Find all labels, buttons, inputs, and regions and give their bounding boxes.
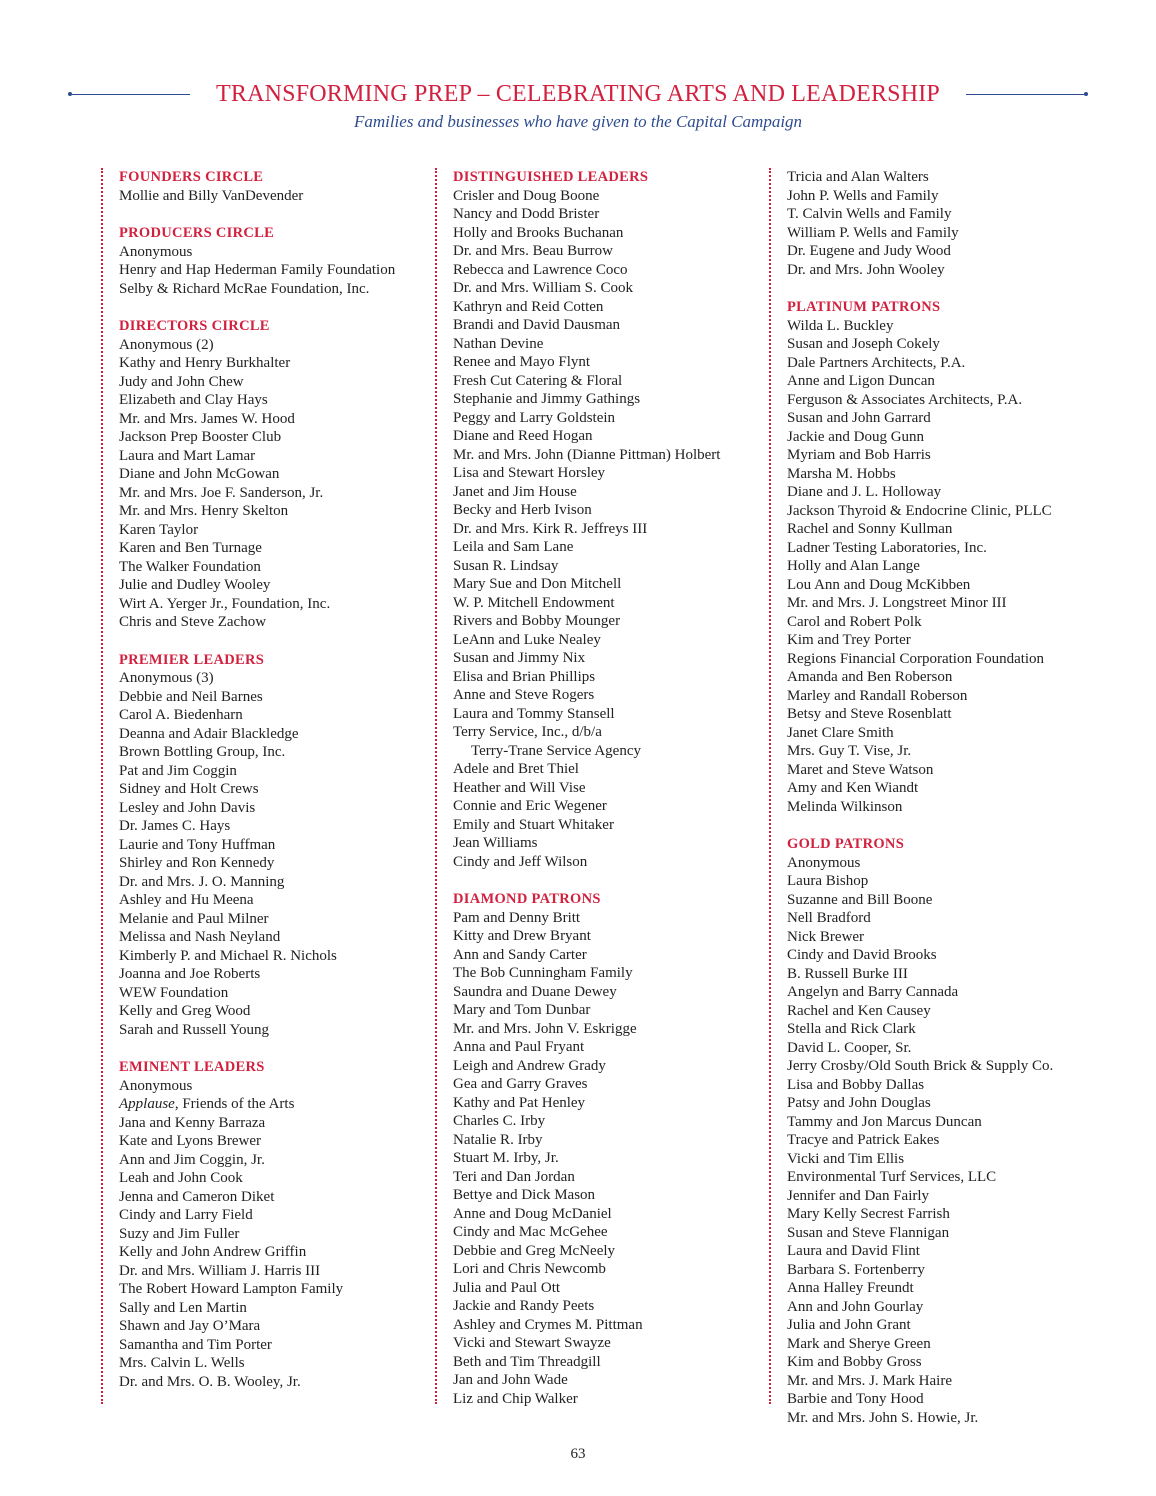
- donor-name: Ann and Jim Coggin, Jr.: [119, 1151, 265, 1168]
- donor-name: Rachel and Ken Causey: [787, 1002, 931, 1019]
- donor-name: Kim and Bobby Gross: [787, 1354, 922, 1370]
- donor-name: WEW Foundation: [119, 984, 229, 1001]
- donor-section: [119, 168, 437, 205]
- donor-name: Lori and Chris Newcomb: [453, 1261, 606, 1277]
- donor-name: Mary and Tom Dunbar: [453, 1002, 591, 1018]
- donor-name: Gea and Garry Graves: [453, 1076, 588, 1092]
- donor-name: Anonymous (3): [119, 670, 214, 686]
- donor-name: Lou Ann and Doug McKibben: [787, 576, 971, 593]
- donor-name: Sarah and Russell Young: [119, 1021, 270, 1038]
- donor-name: Mr. and Mrs. James W. Hood: [119, 410, 295, 427]
- donor-name: Samantha and Tim Porter: [119, 1336, 272, 1353]
- donor-name: Laura and Mart Lamar: [119, 447, 256, 464]
- donor-name: Anne and Doug McDaniel: [453, 1205, 612, 1222]
- donor-name: Laurie and Tony Huffman: [119, 836, 276, 853]
- donor-name: Vicki and Tim Ellis: [787, 1150, 905, 1167]
- donor-name: Jan and John Wade: [453, 1372, 568, 1388]
- donor-name: Pat and Jim Coggin: [119, 762, 237, 779]
- donor-name: Carol and Robert Polk: [787, 613, 922, 630]
- donor-name: Rebecca and Lawrence Coco: [453, 261, 628, 278]
- donor-name: Myriam and Bob Harris: [787, 447, 931, 463]
- page-title: TRANSFORMING PREP – CELEBRATING ARTS AND LEADERSHIP: [216, 81, 940, 107]
- donor-name: Melanie and Paul Milner: [119, 910, 269, 927]
- donor-name: Susan and Steve Flannigan: [787, 1224, 950, 1241]
- page-subtitle: Families and businesses who have given to the Capital Campaign: [353, 112, 803, 131]
- donor-name: Holly and Brooks Buchanan: [453, 224, 624, 241]
- donor-name: Stella and Rick Clark: [787, 1021, 916, 1037]
- donor-name: Vicki and Stewart Swayze: [453, 1335, 611, 1351]
- donor-section: [119, 651, 437, 1040]
- donor-name: Anonymous: [787, 854, 861, 871]
- donor-name: Emily and Stuart Whitaker: [453, 816, 614, 833]
- donor-name: Leigh and Andrew Grady: [453, 1057, 606, 1074]
- donor-name: Stephanie and Jimmy Gathings: [453, 391, 641, 407]
- donor-name: Charles C. Irby: [453, 1113, 546, 1129]
- donor-section: [453, 168, 771, 871]
- donor-name: Susan R. Lindsay: [453, 557, 559, 574]
- donor-name: The Walker Foundation: [119, 558, 261, 575]
- donor-name: Kim and Trey Porter: [787, 632, 911, 648]
- donor-name: Fresh Cut Catering & Floral: [453, 372, 623, 389]
- donor-name: Teri and Dan Jordan: [453, 1168, 575, 1185]
- donor-name: Bettye and Dick Mason: [453, 1187, 596, 1203]
- donor-name: The Robert Howard Lampton Family: [119, 1281, 344, 1297]
- donor-name: Kathy and Pat Henley: [453, 1094, 586, 1111]
- right-ornament-rule: [966, 94, 1084, 95]
- donor-name: Mr. and Mrs. John V. Eskrigge: [453, 1020, 637, 1037]
- donor-name: Chris and Steve Zachow: [119, 614, 267, 630]
- donor-name: Anonymous: [119, 1077, 193, 1094]
- donor-name: Suzanne and Bill Boone: [787, 891, 933, 908]
- donor-name: Brown Bottling Group, Inc.: [119, 744, 286, 760]
- donor-name: Mary Sue and Don Mitchell: [453, 576, 622, 592]
- donor-name: Barbie and Tony Hood: [787, 1391, 924, 1407]
- donor-name: Anna Halley Freundt: [787, 1280, 914, 1296]
- donor-name: Jana and Kenny Barraza: [119, 1114, 266, 1131]
- donor-name: Diane and J. L. Holloway: [787, 484, 942, 500]
- donor-name: Jenna and Cameron Diket: [119, 1188, 275, 1205]
- donor-name: Sidney and Holt Crews: [119, 781, 259, 797]
- donor-name: Pam and Denny Britt: [453, 909, 581, 926]
- donor-name: Becky and Herb Ivison: [453, 502, 592, 518]
- donor-name: Cindy and David Brooks: [787, 947, 937, 963]
- left-ornament-rule: [72, 94, 190, 95]
- donor-name: W. P. Mitchell Endowment: [453, 594, 615, 611]
- donor-name: Mr. and Mrs. Henry Skelton: [119, 503, 289, 519]
- donor-name: LeAnn and Luke Nealey: [453, 631, 601, 648]
- page-header: [0, 78, 1156, 132]
- italic-title: Applause: [119, 1096, 175, 1112]
- donor-section: [787, 835, 1105, 1427]
- donor-name: Lesley and John Davis: [119, 799, 256, 816]
- section-heading: DISTINGUISHED LEADERS: [453, 169, 649, 185]
- donor-name: Jackson Prep Booster Club: [119, 429, 282, 445]
- donor-name: Maret and Steve Watson: [787, 761, 934, 778]
- donor-name: Nathan Devine: [453, 335, 544, 352]
- donor-name: Laura and Tommy Stansell: [453, 705, 615, 722]
- donor-name: Ferguson & Associates Architects, P.A.: [787, 391, 1023, 408]
- donor-name: Mr. and Mrs. J. Longstreet Minor III: [787, 595, 1007, 611]
- donor-name: Julia and John Grant: [787, 1317, 911, 1333]
- donor-column-2: [435, 168, 771, 1407]
- donor-name: Karen Taylor: [119, 521, 199, 538]
- donor-name: Joanna and Joe Roberts: [119, 966, 261, 982]
- donor-name: Kelly and John Andrew Griffin: [119, 1244, 307, 1260]
- donor-name: Janet and Jim House: [453, 483, 577, 500]
- donor-name: Jean Williams: [453, 835, 538, 851]
- donor-name: Dr. and Mrs. Kirk R. Jeffreys III: [453, 520, 648, 537]
- donor-name: Carol A. Biedenharn: [119, 707, 243, 723]
- donor-column-3: [769, 168, 1105, 1426]
- donor-name: Amy and Ken Wiandt: [787, 780, 919, 796]
- donor-name: Jackie and Randy Peets: [453, 1298, 595, 1314]
- donor-name: Kathy and Henry Burkhalter: [119, 355, 291, 371]
- section-heading: PREMIER LEADERS: [119, 651, 265, 668]
- donor-name: T. Calvin Wells and Family: [787, 206, 952, 222]
- donor-name: Lisa and Bobby Dallas: [787, 1076, 925, 1093]
- donor-name: Suzy and Jim Fuller: [119, 1225, 240, 1242]
- donor-name: Julia and Paul Ott: [453, 1279, 561, 1296]
- donor-name: Jackie and Doug Gunn: [787, 428, 925, 445]
- donor-name: Amanda and Ben Roberson: [787, 669, 953, 685]
- donor-name: Anonymous (2): [119, 336, 214, 353]
- donor-name: Leah and John Cook: [119, 1170, 243, 1186]
- donor-name: Laura Bishop: [787, 873, 869, 889]
- section-heading: FOUNDERS CIRCLE: [119, 169, 264, 185]
- donor-name: Peggy and Larry Goldstein: [453, 409, 616, 426]
- donor-name: B. Russell Burke III: [787, 965, 908, 982]
- donor-name: Kimberly P. and Michael R. Nichols: [119, 947, 337, 964]
- donor-name: Cindy and Larry Field: [119, 1207, 253, 1223]
- donor-name: Dr. and Mrs. William J. Harris III: [119, 1262, 321, 1279]
- donor-name: William P. Wells and Family: [787, 224, 959, 241]
- section-heading: GOLD PATRONS: [787, 836, 905, 852]
- donor-name: Holly and Alan Lange: [787, 558, 920, 574]
- donor-name: Ashley and Hu Meena: [119, 892, 254, 908]
- donor-name: Dr. and Mrs. J. O. Manning: [119, 873, 285, 890]
- donor-name: Debbie and Greg McNeely: [453, 1242, 616, 1259]
- donor-name: Dr. and Mrs. John Wooley: [787, 261, 945, 278]
- donor-name: Dr. James C. Hays: [119, 818, 231, 834]
- donor-name: Rivers and Bobby Mounger: [453, 613, 621, 629]
- donor-name: David L. Cooper, Sr.: [787, 1039, 912, 1056]
- section-heading: PRODUCERS CIRCLE: [119, 225, 275, 241]
- donor-name: Anonymous: [119, 243, 193, 260]
- donor-name: Jackson Thyroid & Endocrine Clinic, PLLC: [787, 502, 1052, 519]
- donor-name: Mr. and Mrs. Joe F. Sanderson, Jr.: [119, 484, 324, 501]
- donor-name: Henry and Hap Hederman Family Foundation: [119, 262, 396, 278]
- donor-name: Ann and Sandy Carter: [453, 946, 587, 963]
- title-row: [0, 78, 1156, 112]
- donor-name: Ashley and Crymes M. Pittman: [453, 1316, 643, 1333]
- donor-name: Elizabeth and Clay Hays: [119, 392, 268, 408]
- donor-name: Laura and David Flint: [787, 1243, 920, 1259]
- section-heading: DIAMOND PATRONS: [453, 891, 601, 907]
- donor-name: Kate and Lyons Brewer: [119, 1133, 262, 1149]
- donor-name: Shawn and Jay O’Mara: [119, 1318, 261, 1334]
- donor-name: Leila and Sam Lane: [453, 539, 574, 555]
- donor-name: Julie and Dudley Wooley: [119, 577, 271, 593]
- donor-name: John P. Wells and Family: [787, 187, 939, 204]
- donor-section: [787, 298, 1105, 816]
- donor-name: Terry-Trane Service Agency: [471, 742, 642, 759]
- section-heading: EMINENT LEADERS: [119, 1059, 265, 1075]
- donor-name: Debbie and Neil Barnes: [119, 688, 263, 705]
- donor-name: Dr. and Mrs. Beau Burrow: [453, 243, 613, 259]
- donor-name: Beth and Tim Threadgill: [453, 1353, 601, 1370]
- donor-name: Mrs. Guy T. Vise, Jr.: [787, 743, 912, 759]
- donor-name: Elisa and Brian Phillips: [453, 668, 596, 685]
- page-number: 63: [570, 1446, 586, 1462]
- donor-name: Dr. and Mrs. William S. Cook: [453, 280, 633, 296]
- donor-name: Diane and Reed Hogan: [453, 428, 593, 444]
- donor-name: Cindy and Jeff Wilson: [453, 853, 588, 870]
- donor-name: Mrs. Calvin L. Wells: [119, 1355, 245, 1371]
- donor-name: Anne and Ligon Duncan: [787, 373, 935, 389]
- donor-name: Shirley and Ron Kennedy: [119, 855, 275, 871]
- donor-name: Kelly and Greg Wood: [119, 1003, 251, 1019]
- donor-name: Anne and Steve Rogers: [453, 687, 595, 703]
- donor-name: Stuart M. Irby, Jr.: [453, 1150, 559, 1166]
- donor-name: Tracye and Patrick Eakes: [787, 1132, 940, 1148]
- donor-name: Nancy and Dodd Brister: [453, 206, 600, 222]
- donor-name: Judy and John Chew: [119, 373, 244, 390]
- donor-column-1: [101, 168, 437, 1404]
- donor-name: Renee and Mayo Flynt: [453, 354, 591, 370]
- donor-name: Liz and Chip Walker: [453, 1390, 578, 1407]
- donor-name: Adele and Bret Thiel: [453, 761, 579, 777]
- donor-name: Karen and Ben Turnage: [119, 540, 262, 556]
- donor-name: Terry Service, Inc., d/b/a: [453, 724, 602, 740]
- donor-name: Janet Clare Smith: [787, 724, 894, 741]
- donor-name: Lisa and Stewart Horsley: [453, 465, 606, 481]
- donor-name: Brandi and David Dausman: [453, 317, 621, 333]
- donor-name: Barbara S. Fortenberry: [787, 1261, 925, 1278]
- donor-name: Mark and Sherye Green: [787, 1335, 931, 1352]
- donor-name: Marley and Randall Roberson: [787, 687, 968, 704]
- donor-name: Rachel and Sonny Kullman: [787, 521, 953, 537]
- donor-name: Deanna and Adair Blackledge: [119, 725, 299, 742]
- donor-section: [453, 890, 771, 1408]
- donor-name: Nick Brewer: [787, 928, 865, 945]
- donor-name: Susan and Joseph Cokely: [787, 336, 940, 352]
- donor-section: [119, 224, 437, 298]
- donor-name: Susan and John Garrard: [787, 410, 931, 426]
- donor-name: Jerry Crosby/Old South Brick & Supply Co.: [787, 1058, 1054, 1074]
- donor-section: [119, 1058, 437, 1391]
- donor-name: Kathryn and Reid Cotten: [453, 298, 604, 315]
- section-heading: PLATINUM PATRONS: [787, 299, 941, 315]
- section-heading: DIRECTORS CIRCLE: [119, 318, 270, 334]
- donor-name: Mollie and Billy VanDevender: [119, 187, 304, 204]
- donor-name: Anna and Paul Fryant: [453, 1039, 585, 1055]
- donor-name: Susan and Jimmy Nix: [453, 650, 586, 666]
- donor-name: Heather and Will Vise: [453, 779, 586, 796]
- donor-name: Applause, Friends of the Arts: [119, 1096, 295, 1112]
- donor-name: Mr. and Mrs. J. Mark Haire: [787, 1372, 952, 1389]
- donor-name: Diane and John McGowan: [119, 466, 280, 482]
- donor-name: Tammy and Jon Marcus Duncan: [787, 1113, 982, 1130]
- donor-section: [787, 168, 1105, 279]
- donor-name: Dale Partners Architects, P.A.: [787, 354, 966, 371]
- donor-name: Jennifer and Dan Fairly: [787, 1187, 930, 1204]
- donor-name: Cindy and Mac McGehee: [453, 1224, 608, 1240]
- donor-name: Melissa and Nash Neyland: [119, 929, 281, 945]
- donor-name: Wilda L. Buckley: [787, 317, 894, 334]
- donor-name: Connie and Eric Wegener: [453, 798, 607, 814]
- donor-name: Natalie R. Irby: [453, 1131, 543, 1148]
- donor-name: Ann and John Gourlay: [787, 1298, 924, 1315]
- donor-name: Mary Kelly Secrest Farrish: [787, 1206, 950, 1222]
- donor-name: Dr. and Mrs. O. B. Wooley, Jr.: [119, 1373, 301, 1390]
- donor-name: Mr. and Mrs. John (Dianne Pittman) Holbert: [453, 446, 721, 463]
- donor-name: Sally and Len Martin: [119, 1299, 247, 1316]
- donor-name: Environmental Turf Services, LLC: [787, 1169, 997, 1185]
- donor-name: Melinda Wilkinson: [787, 798, 903, 815]
- donor-name: Tricia and Alan Walters: [787, 169, 929, 185]
- donor-name: Marsha M. Hobbs: [787, 465, 896, 482]
- donor-name: Selby & Richard McRae Foundation, Inc.: [119, 280, 370, 297]
- donor-name: Crisler and Doug Boone: [453, 187, 600, 204]
- donor-name: Saundra and Duane Dewey: [453, 983, 617, 1000]
- donor-name: The Bob Cunningham Family: [453, 965, 633, 981]
- donor-name: Betsy and Steve Rosenblatt: [787, 706, 952, 722]
- donor-name: Regions Financial Corporation Foundation: [787, 650, 1045, 667]
- donor-name: Wirt A. Yerger Jr., Foundation, Inc.: [119, 595, 331, 612]
- donor-name: Dr. Eugene and Judy Wood: [787, 243, 951, 259]
- donor-name: Kitty and Drew Bryant: [453, 928, 591, 944]
- donor-name: Ladner Testing Laboratories, Inc.: [787, 539, 987, 556]
- donor-name: Angelyn and Barry Cannada: [787, 984, 959, 1000]
- donor-section: [119, 317, 437, 632]
- donor-name: Patsy and John Douglas: [787, 1095, 931, 1111]
- donor-name: Nell Bradford: [787, 910, 871, 926]
- donor-name: Mr. and Mrs. John S. Howie, Jr.: [787, 1409, 979, 1426]
